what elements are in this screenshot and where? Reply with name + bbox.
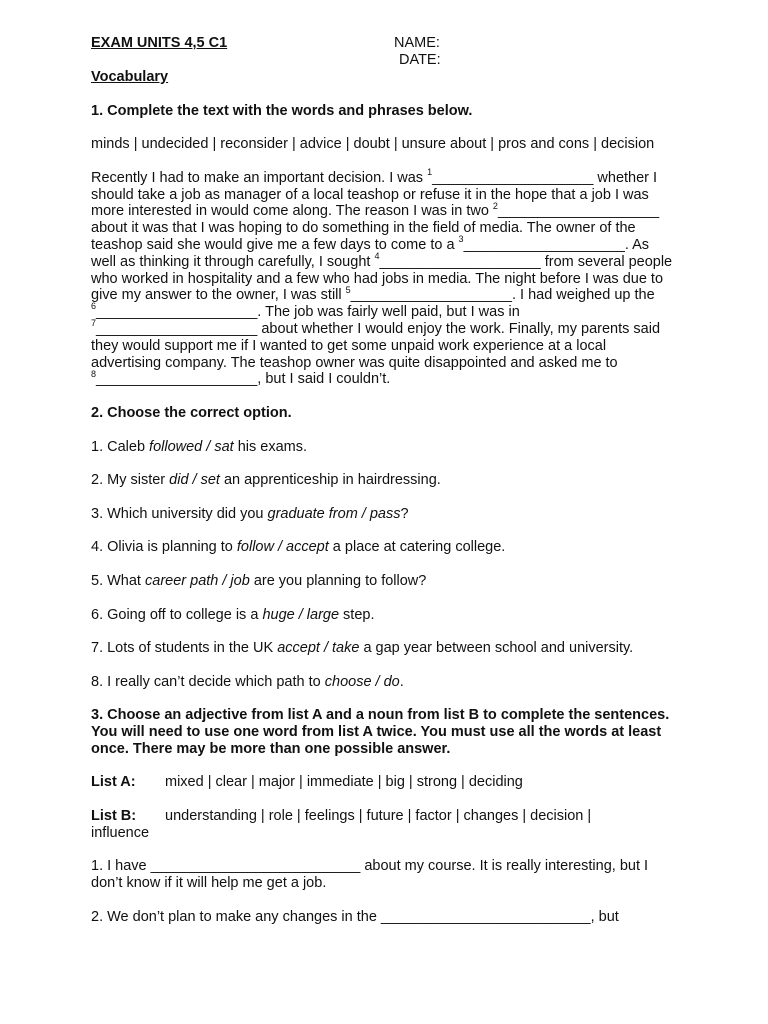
header: [91, 35, 677, 69]
list-b-words-continued: influence: [91, 824, 150, 841]
question-2-item: 1. Caleb followed / sat his exams.: [91, 438, 308, 455]
gap-number: 2: [492, 200, 498, 211]
gap-number: 7: [91, 318, 97, 329]
exam-title: EXAM UNITS 4,5 C1: [91, 35, 228, 51]
question-3-item: 1. I have __________________________ about my course. It is really interesting, but I don’t know if it will help me get a job.: [91, 858, 649, 892]
option-choice: career path / job: [145, 572, 250, 589]
list-b-label: List B:: [91, 808, 137, 825]
question-2-item: 7. Lots of students in the UK accept / take a gap year between school and university.: [91, 640, 634, 657]
option-choice: huge / large: [262, 606, 340, 623]
option-choice: graduate from / pass: [267, 505, 401, 522]
vocabulary-heading: Vocabulary: [91, 69, 169, 85]
cloze-passage: Recently I had to make an important decision. I was $^1$____________________ whether I should take a job as manager of a local teashop or refuse it in the hope that a job I was more interested in would come along. The reason I was in two $^2$____________________ about it was that I was hoping to do something in the field of media. The owner of the teashop said she would give me a few days to come to a $^3$____________________. As well as thinking it through carefully, I sought $^4$____________________ from several people who worked in hospitality and a few who had jobs in media. The night before I was due to give my answer to the owner, I was still $^5$____________________. I had weighed up the $^6$____________________. The job was fairly well paid, but I was in $^7$____________________ about whether I would enjoy the work. Finally, my parents said they would support me if I wanted to get some unpaid work experience at a local advertising company. The teashop owner was quite disappointed and asked me to $^8$____________________, but I said I couldn’t.: [91, 166, 673, 388]
list-b: [91, 808, 677, 825]
word-bank: minds | undecided | reconsider | advice | doubt | unsure about | pros and cons | decision: [91, 136, 655, 153]
gap-number: 4: [374, 250, 380, 261]
question-2-instruction: 2. Choose the correct option.: [91, 404, 292, 421]
gap-number: 1: [427, 166, 433, 177]
gap-number: 5: [345, 284, 351, 295]
list-a-label: List A:: [91, 774, 136, 791]
question-3-item: 2. We don’t plan to make any changes in the __________________________, but: [91, 908, 619, 925]
question-1-instruction: 1. Complete the text with the words and phrases below.: [91, 102, 473, 119]
date-label: DATE:: [399, 52, 441, 68]
option-choice: accept / take: [277, 640, 360, 657]
question-2-item: 8. I really can’t decide which path to choose / do.: [91, 673, 404, 690]
question-2-item: 3. Which university did you graduate from / pass?: [91, 505, 409, 522]
gap-number: 8: [91, 368, 97, 379]
option-choice: follow / accept: [236, 539, 329, 556]
list-b-words: understanding | role | feelings | future | factor | changes | decision |: [165, 808, 592, 825]
worksheet-page: [91, 35, 677, 926]
list-a: [91, 774, 677, 791]
option-choice: did / set: [169, 472, 220, 489]
question-3-instruction: 3. Choose an adjective from list A and a noun from list B to complete the sentences. You will need to use one word from list A twice. You must use all the words at least once. There may be more than one possible answer.: [91, 707, 670, 757]
option-choice: choose / do: [324, 673, 400, 690]
gap-number: 6: [91, 301, 97, 312]
question-2-item: 5. What career path / job are you planning to follow?: [91, 572, 427, 589]
gap-number: 3: [458, 234, 464, 245]
list-a-words: mixed | clear | major | immediate | big | strong | deciding: [165, 774, 523, 791]
name-label: NAME:: [394, 35, 440, 51]
question-2-item: 4. Olivia is planning to follow / accept a place at catering college.: [91, 539, 506, 556]
question-2-item: 2. My sister did / set an apprenticeship in hairdressing.: [91, 472, 441, 489]
question-2-item: 6. Going off to college is a huge / large step.: [91, 606, 375, 623]
option-choice: followed / sat: [149, 438, 234, 455]
